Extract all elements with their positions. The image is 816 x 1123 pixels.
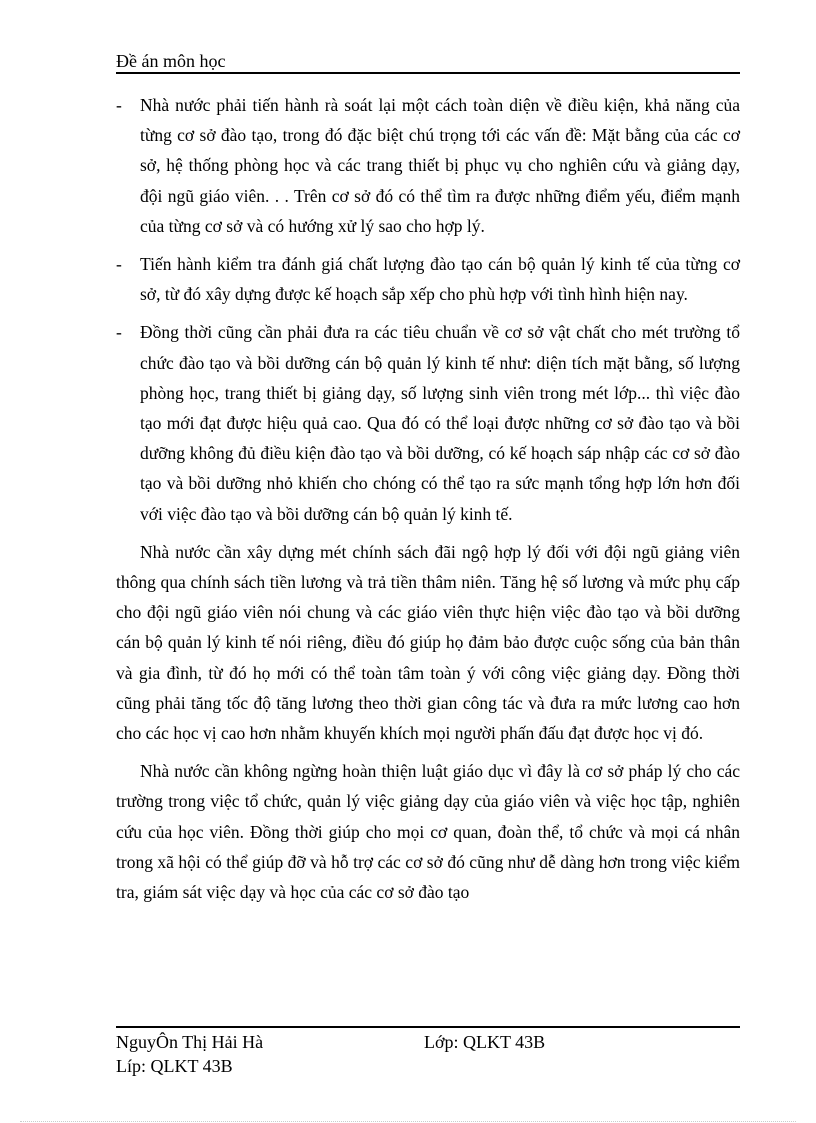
bullet-text: Đồng thời cũng cần phải đưa ra các tiêu chuẩn về cơ sở vật chất cho mét trường tổ chức đào tạo và bồi dưỡng cán bộ quản lý kinh tế như: diện tích mặt bằng, số lượng phòng học, trang thiết bị giảng dạy, số lượng sinh viên trong mét lớp... thì việc đào tạo mới đạt được hiệu quả cao. Qua đó có thể loại được những cơ sở đào tạo và bồi dưỡng không đủ điều kiện đào tạo và bồi dưỡng, có kế hoạch sáp nhập các cơ sở đào tạo và bồi dưỡng nhỏ khiến cho chóng có thể tạo ra sức mạnh tổng hợp lớn hơn đối với việc đào tạo và bồi dưỡng cán bộ quản lý kinh tế. <box>140 322 740 524</box>
document-body <box>116 90 740 915</box>
bullet-text: Tiến hành kiểm tra đánh giá chất lượng đào tạo cán bộ quản lý kinh tế của từng cơ sở, từ đó xây dựng được kế hoạch sắp xếp cho phù hợp với tình hình hiện nay. <box>140 254 740 305</box>
footer-author: NguyÔn Thị Hải Hà <box>116 1032 264 1052</box>
header-divider <box>116 72 740 74</box>
bullet-marker: - <box>116 254 122 275</box>
bullet-item <box>116 90 740 241</box>
footer-divider <box>116 1026 740 1028</box>
page-footer <box>116 1030 263 1078</box>
bullet-marker: - <box>116 322 122 343</box>
bullet-item <box>116 317 740 528</box>
body-paragraph: Nhà nước cần xây dựng mét chính sách đãi ngộ hợp lý đối với đội ngũ giảng viên thông qua chính sách tiền lương và trả tiền thâm niên. Tăng hệ số lương và mức phụ cấp cho đội ngũ giáo viên nói chung và các giáo viên thực hiện việc đào tạo và bồi dưỡng cán bộ quản lý kinh tế nói riêng, điều đó giúp họ đảm bảo được cuộc sống của bản thân và gia đình, từ đó họ mới có thể toàn tâm toàn ý với công việc giảng dạy. Đồng thời cũng phải tăng tốc độ tăng lương theo thời gian công tác và đưa ra mức lương cao hơn cho các học vị cao hơn nhằm khuyến khích mọi người phấn đấu đạt được học vị đó. <box>116 541 740 744</box>
bullet-text: Nhà nước phải tiến hành rà soát lại một cách toàn diện về điều kiện, khả năng của từng cơ sở đào tạo, trong đó đặc biệt chú trọng tới các vấn đề: Mặt bằng của các cơ sở, hệ thống phòng học và các trang thiết bị phục vụ cho nghiên cứu và giảng dạy, đội ngũ giáo viên. . . Trên cơ sở đó có thể tìm ra được những điểm yếu, điểm mạnh của từng cơ sở và có hướng xử lý sao cho hợp lý. <box>140 95 740 236</box>
footer-class: Lớp: QLKT 43B <box>424 1032 546 1052</box>
footer-class-secondary: Líp: QLKT 43B <box>116 1056 233 1076</box>
body-paragraph: Nhà nước cần không ngừng hoàn thiện luật giáo dục vì đây là cơ sở pháp lý cho các trường trong việc tổ chức, quản lý việc giảng dạy của giáo viên và việc học tập, nghiên cứu của học viên. Đồng thời giúp cho mọi cơ quan, đoàn thể, tổ chức và mọi cá nhân trong xã hội có thể giúp đỡ và hỗ trợ các cơ sở đó cũng như dễ dàng hơn trong việc kiểm tra, giám sát việc dạy và học của các cơ sở đào tạo <box>116 761 740 903</box>
bullet-item <box>116 249 740 309</box>
page-header-title: Đề án môn học <box>116 51 226 71</box>
page-bottom-edge <box>20 1121 796 1122</box>
bullet-marker: - <box>116 95 122 115</box>
